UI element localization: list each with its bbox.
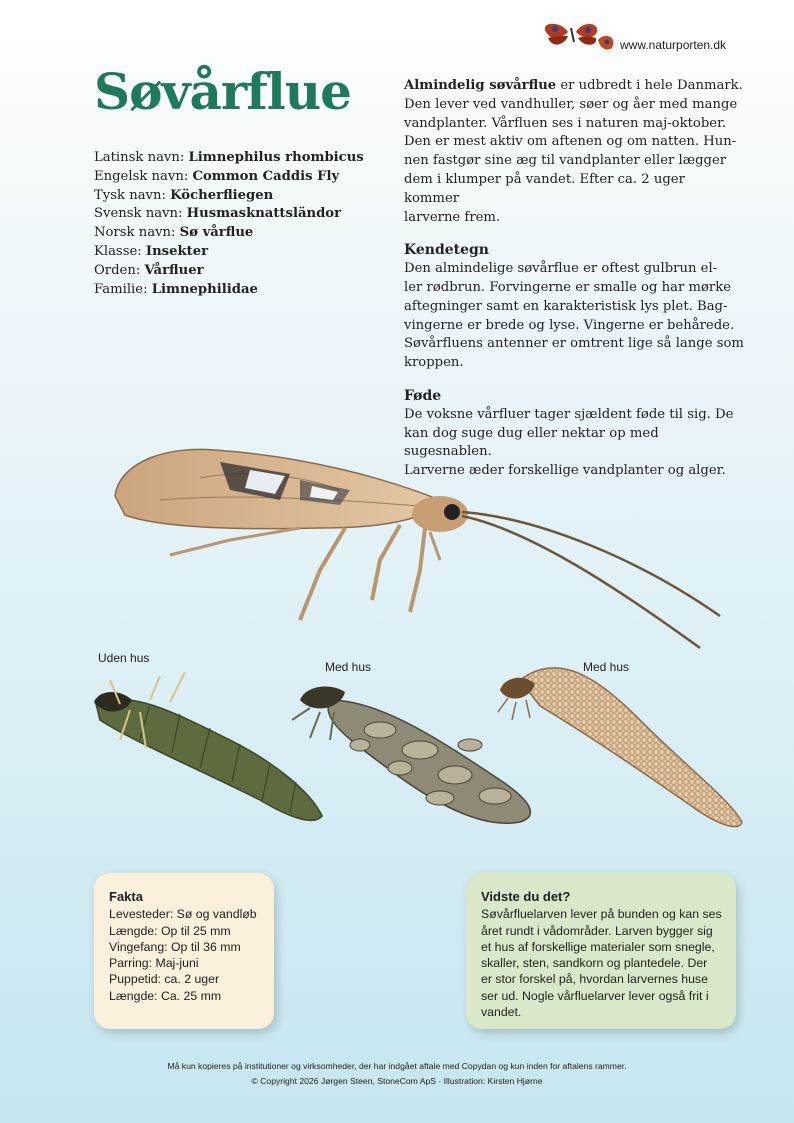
label-med-hus-1: Med hus <box>325 660 372 674</box>
vidste-line: skaller, sten, sandkorn og plantedele. Der <box>481 956 708 971</box>
site-url[interactable]: www.naturporten.dk <box>620 38 727 52</box>
fakta-line: Længde: Ca. 25 mm <box>109 988 222 1003</box>
fode-line: kan dog suge dug eller nektar op med sugesnablen. <box>404 425 659 460</box>
kendetegn-line: vingerne er brede og lyse. Vingerne er behårede. <box>404 317 735 333</box>
intro-line: Den er mest aktiv om aftenen og om natten. Hun- <box>404 134 737 150</box>
intro-line: Den lever ved vandhuller, søer og åer med mange <box>404 96 738 112</box>
fode-line: Larverne æder forskellige vandplanter og alger. <box>404 463 726 479</box>
name-value: Köcherfliegen <box>170 187 274 203</box>
kendetegn-line: aftegninger samt en karakteristisk lys plet. Bag- <box>404 298 728 314</box>
name-label: Svensk navn: <box>94 206 187 222</box>
vidste-line: Søvårfluelarven lever på bunden og kan ses <box>481 907 722 922</box>
vidste-line: ser ud. Nogle vårfluelarver lever også frit i <box>481 988 709 1003</box>
name-label: Klasse: <box>94 243 146 259</box>
footer-license: Må kun kopieres på institutioner og virksomheder, der har indgået aftale med Copydan og kun inden for aftalens rammer. <box>167 1061 627 1071</box>
name-label: Familie: <box>94 281 152 297</box>
name-value: Insekter <box>145 243 209 259</box>
vidste-line: et hus af forskellige materialer som snegle, <box>481 939 715 954</box>
intro-bold: Almindelig søvårflue <box>404 78 557 93</box>
intro-line: nen fastgør sine æg til vandplanter eller lægger <box>404 153 727 169</box>
fakta-list <box>109 906 260 1004</box>
fakta-heading: Fakta <box>109 889 143 904</box>
kendetegn-line: ler rødbrun. Forvingerne er smalle og har mørke <box>404 279 732 295</box>
fakta-line: Vingefang: Op til 36 mm <box>109 939 241 954</box>
kendetegn-line: kroppen. <box>404 355 464 371</box>
label-med-hus-2: Med hus <box>583 660 630 674</box>
fakta-line: Parring: Maj-juni <box>109 956 199 971</box>
vidste-line: er stor forskel på, hvordan larvernes huse <box>481 972 708 987</box>
larva-uden-hus-illustration <box>94 672 322 820</box>
name-value: Vårfluer <box>144 262 204 278</box>
kendetegn-line: Den almindelige søvårflue er oftest gulbrun el- <box>404 261 718 277</box>
page-title: Søvårflue <box>94 62 351 121</box>
kendetegn-heading: Kendetegn <box>404 242 489 259</box>
vidste-heading: Vidste du det? <box>481 889 571 904</box>
name-label: Norsk navn: <box>94 225 180 241</box>
fode-heading: Føde <box>404 387 442 404</box>
name-label: Tysk navn: <box>94 187 171 203</box>
name-label: Latinsk navn: <box>94 150 189 165</box>
name-value: Sø vårflue <box>179 225 254 241</box>
vidste-line: vandet. <box>481 1005 522 1020</box>
fakta-line: Levesteder: Sø og vandløb <box>109 907 257 922</box>
larva-med-hus-stone-illustration <box>292 686 530 823</box>
fakta-line: Puppetid: ca. 2 uger <box>109 972 220 987</box>
intro-line: dem i klumper på vandet. Efter ca. 2 uger kommer <box>404 171 685 206</box>
kendetegn-line: Søvårfluens antenner er omtrent lige så lange som <box>404 336 744 352</box>
name-label: Engelsk navn: <box>94 168 193 184</box>
intro-line: larverne frem. <box>404 209 501 225</box>
fode-line: De voksne vårfluer tager sjældent føde til sig. De <box>404 406 734 422</box>
label-uden-hus: Uden hus <box>98 651 150 665</box>
footer-copyright: © Copyright 2026 Jørgen Steen, StoneCom ApS · Illustration: Kirsten Hjørne <box>251 1076 543 1086</box>
fakta-box <box>94 873 274 1029</box>
name-label: Orden: <box>94 262 145 278</box>
larva-med-hus-sand-illustration <box>498 668 742 827</box>
intro-line: vandplanter. Vårfluen ses i naturen maj-oktober. <box>404 115 727 131</box>
name-value: Limnephilidae <box>151 281 258 297</box>
name-value: Common Caddis Fly <box>192 168 340 184</box>
name-value: Husmasknattsländor <box>186 206 342 222</box>
vidste-text <box>481 906 722 1020</box>
fakta-line: Længde: Op til 25 mm <box>109 923 231 938</box>
vidste-line: året rundt i vådområder. Larven bygger sig <box>481 923 713 938</box>
adult-caddisfly-illustration <box>115 449 720 648</box>
intro-line: er udbredt i hele Danmark. <box>556 78 743 93</box>
name-value: Limnephilus rhombicus <box>188 150 364 165</box>
vidste-du-det-box <box>466 873 736 1029</box>
